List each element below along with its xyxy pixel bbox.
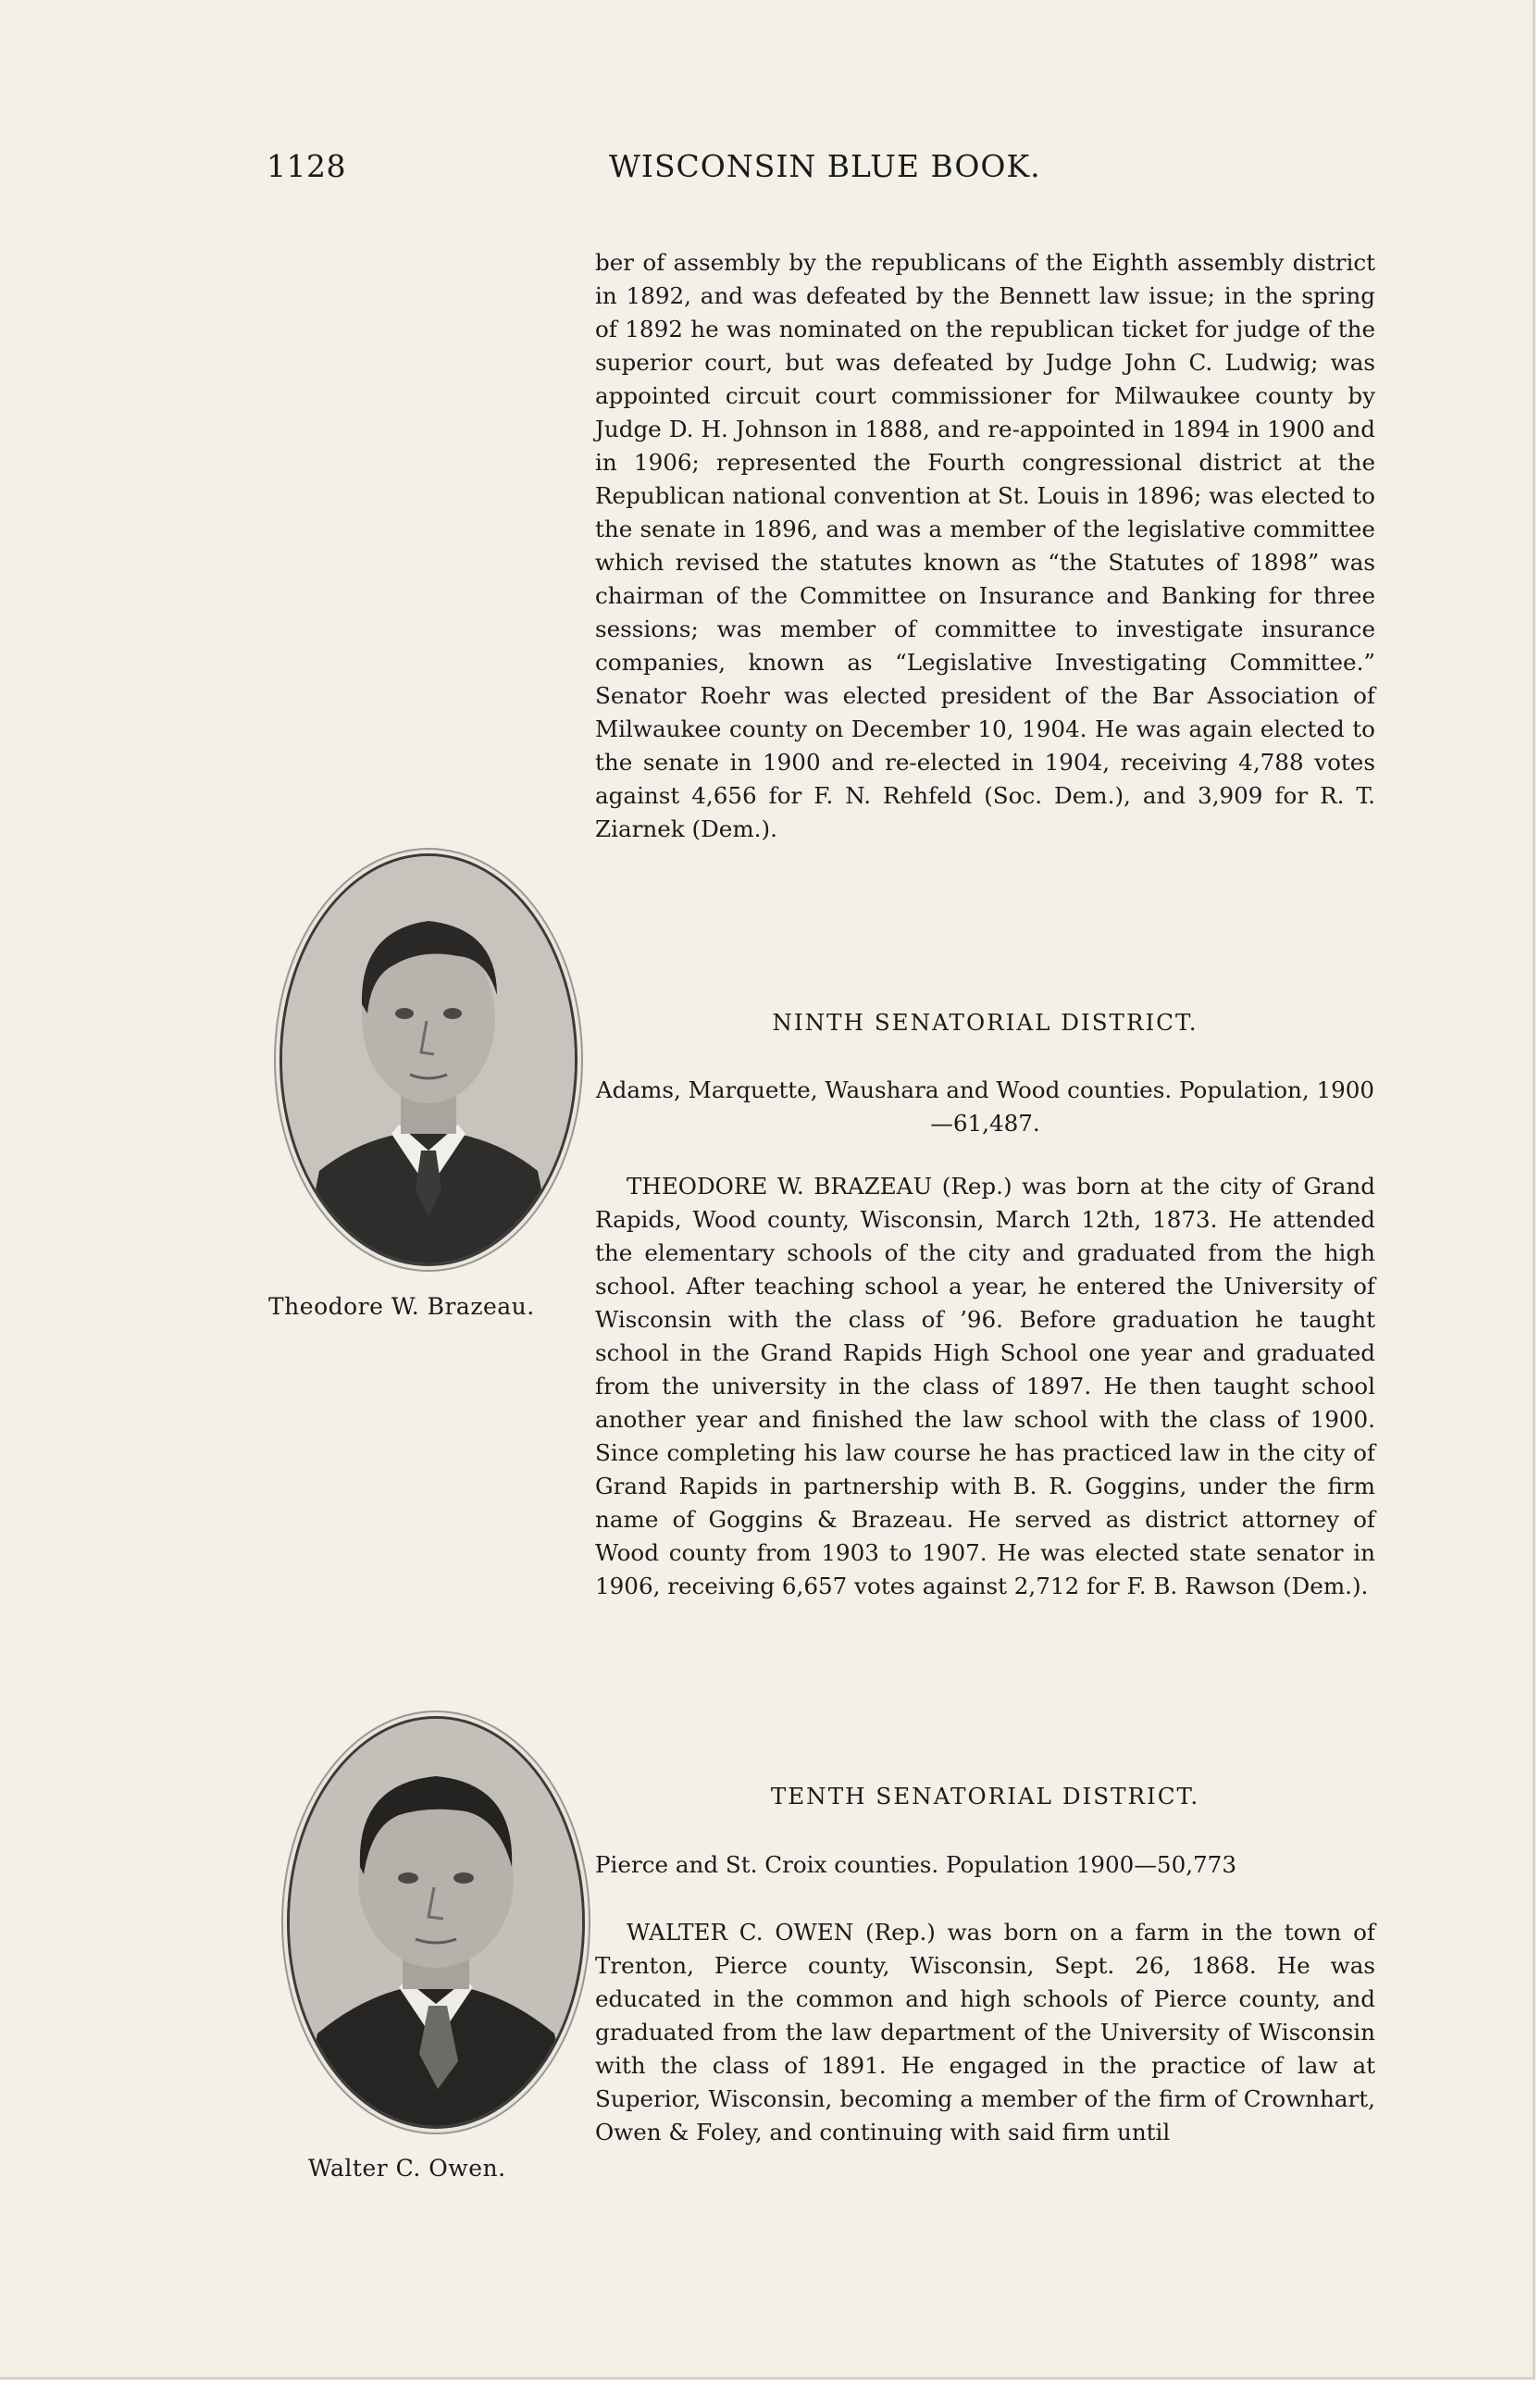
district-population: Adams, Marquette, Waushara and Wood counties. Population, 1900—61,487.: [595, 1076, 1375, 1137]
portrait-caption: Walter C. Owen.: [308, 2155, 506, 2182]
running-title: WISCONSIN BLUE BOOK.: [609, 148, 1041, 184]
intro-paragraph: ber of assembly by the republicans of the Eighth assembly district in 1892, and was defeated by the Bennett law issue; in the spring of 1892 he was nominated on the republican ticket for judge of the superior court, but was defeated by Judge John C. Ludwig; was appointed circuit court commissioner for Milwaukee county by Judge D. H. Johnson in 1888, and re-appointed in 1894 in 1900 and in 1906; represented the Fourth congressional district at the Republican national convention at St. Louis in 1896; was elected to the senate in 1896, and was a member of the legislative committee which revised the statutes known as “the Statutes of 1898” was chairman of the Committee on Insurance and Banking for three sessions; was member of committee to investigate insurance companies, known as “Legislative Investigating Committee.” Senator Roehr was elected president of the Bar Association of Milwaukee county on December 10, 1904. He was again elected to the senate in 1900 and re-elected in 1904, receiving 4,788 votes against 4,656 for F. N. Rehfeld (Soc. Dem.), and 3,909 for R. T. Ziarnek (Dem.).: [595, 249, 1375, 842]
portrait-caption: Theodore W. Brazeau.: [268, 1293, 535, 1320]
district-population: Pierce and St. Croix counties. Population 1900—50,773: [595, 1851, 1236, 1878]
portrait-theodore-brazeau: [279, 853, 578, 1266]
page-number: 1128: [267, 148, 346, 184]
biography-paragraph: WALTER C. OWEN (Rep.) was born on a farm in the town of Trenton, Pierce county, Wisconsin, Sept. 26, 1868. He was educated in the common and high schools of Pierce county, and graduated from the law department of the University of Wisconsin with the class of 1891. He engaged in the practice of law at Superior, Wisconsin, becoming a member of the firm of Crownhart, Owen & Foley, and continuing with said firm until: [595, 1919, 1375, 2145]
section-heading: NINTH SENATORIAL DISTRICT.: [772, 1009, 1198, 1036]
portrait-walter-owen: [287, 1716, 585, 2129]
portrait-photo: [290, 1719, 582, 2126]
biography-paragraph: THEODORE W. BRAZEAU (Rep.) was born at the city of Grand Rapids, Wood county, Wisconsin, March 12th, 1873. He attended the elementary schools of the city and graduated from the high school. After teaching school a year, he entered the University of Wisconsin with the class of ’96. Before graduation he taught school in the Grand Rapids High School one year and graduated from the university in the class of 1897. He then taught school another year and finished the law school with the class of 1900. Since completing his law course he has practiced law in the city of Grand Rapids in partnership with B. R. Goggins, under the firm name of Goggins & Brazeau. He served as district attorney of Wood county from 1903 to 1907. He was elected state senator in 1906, receiving 6,657 votes against 2,712 for F. B. Rawson (Dem.).: [595, 1173, 1375, 1599]
portrait-photo: [282, 856, 575, 1263]
section-heading: TENTH SENATORIAL DISTRICT.: [770, 1783, 1200, 1810]
